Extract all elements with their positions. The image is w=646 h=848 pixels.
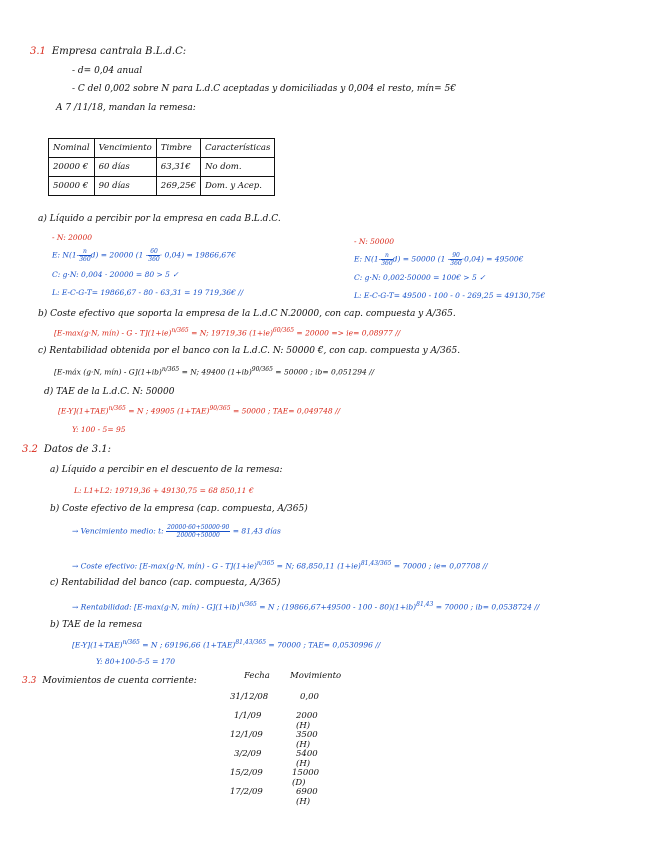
table-cell: 90 días (94, 177, 156, 196)
section-3-1-heading (30, 46, 186, 57)
movement-date: 17/2/09 (230, 787, 263, 797)
y-line: Y: 80+100-5-5 = 170 (96, 657, 176, 666)
liquid-total-line: L: L1+L2: 19719,36 + 49130,75 = 68 850,11 € (74, 486, 254, 495)
table-header: Nominal (49, 139, 95, 158)
tae-line: $[E-Y](1+TAE)^{n/365} = N$ ; 69196,66 $(1+TAE)^{81,43/365} = 70000$ ; TAE= 0,0530996 // (72, 639, 381, 650)
section-title: Datos de 3.1: (43, 444, 112, 455)
nominal-label: - N: 20000 (52, 233, 92, 242)
question-c-title: c) Rentabilidad obtenida por el banco con la L.d.C. N: 50000 €, con cap. compuesta y A/365. (38, 346, 461, 356)
nominal-label: - N: 50000 (354, 237, 394, 246)
column-header: Movimiento (290, 671, 342, 681)
cost-line: → Coste efectivo: [E-max(g·N, mín) - $G - T](1+ie)^{n/365} = N$; 68,850,11 $(1+ie)^{81,43/365} = 70000$ ; ie= 0,07708 // (72, 560, 488, 571)
section-number: 3.1 (30, 46, 46, 57)
table-header: Características (200, 139, 274, 158)
question-b-title: b) Coste efectivo que soporta la empresa de la L.d.C N.20000, con cap. compuesta y A/365. (38, 309, 456, 319)
tae-formula: $[E-Y](1+TAE)^{n/365} = N$ ; 49905 $(1+TAE)^{90/365} = 50000$ ; TAE= 0,049748 // (58, 405, 341, 416)
liquid-line: L: E-C-G-T= 49500 - 100 - 0 - 269,25 = 49130,75€ (354, 291, 546, 300)
return-formula: [E-máx (g·N, mín) - $G](1+ib)^{n/365} = N$; 49400 $(1+ib)^{90/365} = 50000$ ; ib= 0,051294 // (54, 366, 375, 377)
section-3-2-heading (22, 444, 111, 455)
liquid-line: L: E-C-G-T= 19866,67 - 80 - 63,31 = 19 719,36€ // (52, 288, 244, 297)
table-row (49, 158, 275, 177)
cost-formula: [E-max(g·N, mín) - $G - T](1+ie)^{n/365} = N$; 19719,36 $(1+ie)^{60/365} = 20000 => ie= 0,08977$ // (54, 327, 401, 338)
table-row (49, 177, 275, 196)
section-title: Movimientos de cuenta corriente: (42, 676, 197, 686)
commission-line: C: g·N: 0,002·50000 = 100€ > 5 ✓ (354, 273, 486, 282)
question-a-title: a) Líquido a percibir en el descuento de la remesa: (50, 465, 283, 475)
condition-line: - C del 0,002 sobre N para L.d.C aceptadas y domiciliadas y 0,004 el resto, mín= 5€ (72, 84, 456, 94)
column-header: Fecha (244, 671, 270, 681)
movement-date: 12/1/09 (230, 730, 263, 740)
table-cell: No dom. (200, 158, 274, 177)
movement-amount: 0,00 (300, 692, 319, 702)
remesa-table (48, 138, 275, 196)
section-3-3-heading (22, 676, 197, 686)
effective-formula: E: N(1- $\frac{n}{360}$ d) = 50000 (1 - $\frac{90}{360}$ ·0,04) = 49500€ (354, 252, 524, 267)
condition-line: - d= 0,04 anual (72, 66, 143, 76)
movement-date: 15/2/09 (230, 768, 263, 778)
question-d-title: d) TAE de la L.d.C. N: 50000 (44, 387, 175, 397)
movement-amount: 15000 (D) (292, 768, 320, 788)
table-cell: 269,25€ (156, 177, 200, 196)
movement-date: 1/1/09 (234, 711, 262, 721)
effective-formula: E: N(1- $\frac{n}{360}$ d) = 20000 (1 - $\frac{60}{360}$ · 0,04) = 19866,67€ (52, 248, 236, 263)
table-cell: 63,31€ (156, 158, 200, 177)
table-cell: 20000 € (49, 158, 95, 177)
return-line: → Rentabilidad: [E-max(g·N, mín) - $G](1+ib)^{n/365} = N$ ; $(19866,67+49500 - 100 - 80)(1+ib)^{81,43} = 70000$ ; ib= 0,0538724 // (72, 601, 540, 612)
table-cell: Dom. y Acep. (200, 177, 274, 196)
date-line: A 7 /11/18, mandan la remesa: (56, 103, 196, 113)
movement-amount: 5400 (H) (296, 749, 318, 769)
table-header: Timbre (156, 139, 200, 158)
question-a-title: a) Líquido a percibir por la empresa en cada B.L.d.C. (38, 214, 281, 224)
section-title: Empresa cantrala B.L.d.C: (51, 46, 187, 57)
question-b-title: b) Coste efectivo de la empresa (cap. compuesta, A/365) (50, 504, 308, 514)
question-d-title: b) TAE de la remesa (50, 620, 143, 630)
movement-amount: 3500 (H) (296, 730, 318, 750)
table-header: Vencimiento (94, 139, 156, 158)
section-number: 3.3 (22, 676, 37, 686)
movement-date: 31/12/08 (230, 692, 269, 702)
y-line: Y: 100 - 5= 95 (72, 425, 126, 434)
section-number: 3.2 (22, 444, 38, 455)
maturity-line: → Vencimiento medio: t: $\frac{20000\cdot 60+50000\cdot 90}{20000+50000}$ = 81,43 días (72, 524, 281, 539)
commission-line: C: g·N: 0,004 · 20000 = 80 > 5 ✓ (52, 270, 179, 279)
table-cell: 50000 € (49, 177, 95, 196)
movement-amount: 6900 (H) (296, 787, 318, 807)
movement-date: 3/2/09 (234, 749, 262, 759)
movement-amount: 2000 (H) (296, 711, 318, 731)
table-cell: 60 días (94, 158, 156, 177)
question-c-title: c) Rentabilidad del banco (cap. compuesta, A/365) (50, 578, 281, 588)
